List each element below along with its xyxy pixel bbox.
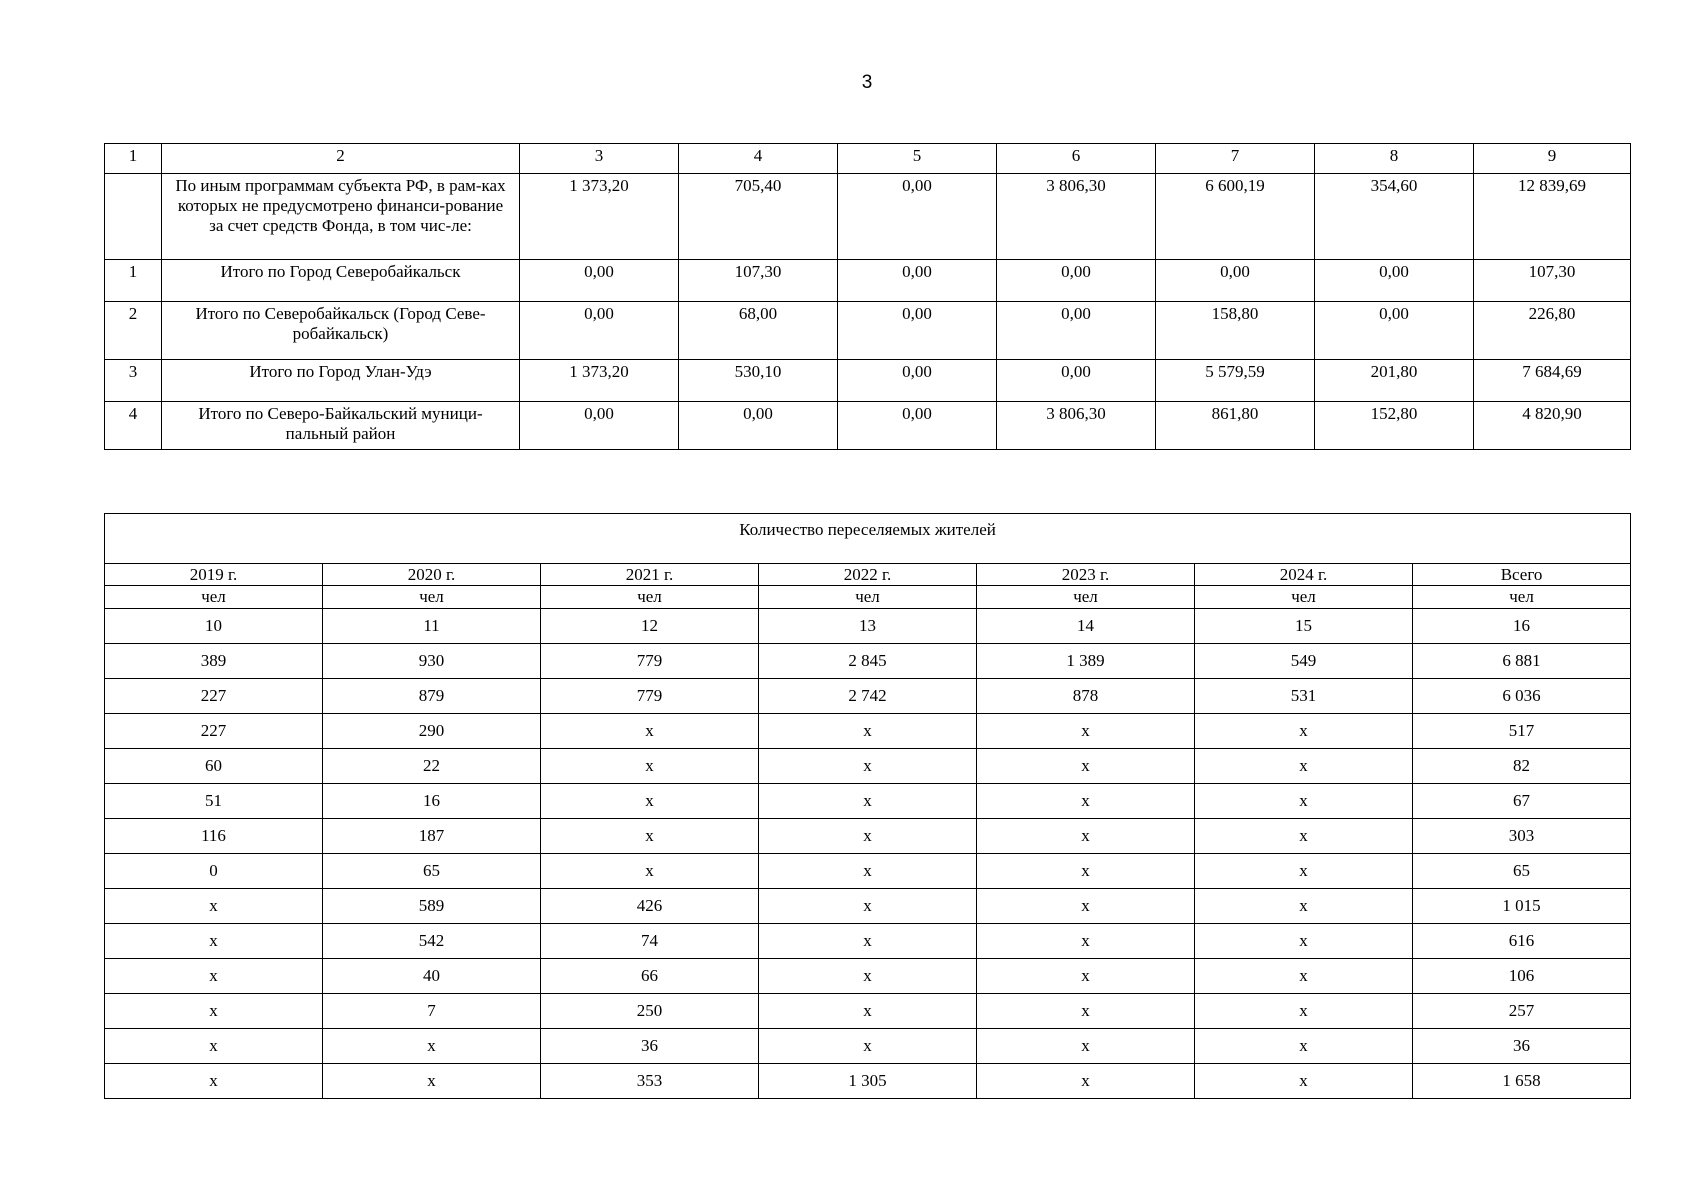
row-number: 3 xyxy=(105,360,162,402)
unit-label: чел xyxy=(977,586,1195,609)
cell-value: x xyxy=(105,924,323,959)
column-number: 4 xyxy=(679,144,838,174)
unit-label: чел xyxy=(1413,586,1631,609)
year-header: 2022 г. xyxy=(759,564,977,586)
cell-value: x xyxy=(1195,959,1413,994)
table-row xyxy=(105,924,1631,959)
row-number xyxy=(105,174,162,260)
total-cell: 6 036 xyxy=(1413,679,1631,714)
column-number: 9 xyxy=(1474,144,1631,174)
cell-value: x xyxy=(1195,1064,1413,1099)
cell-value: 116 xyxy=(105,819,323,854)
table-row xyxy=(105,302,1631,360)
cell-value: 74 xyxy=(541,924,759,959)
year-header: 2021 г. xyxy=(541,564,759,586)
cell-value: x xyxy=(105,1029,323,1064)
cell-value: x xyxy=(541,784,759,819)
total-header: Всего xyxy=(1413,564,1631,586)
total-cell: 36 xyxy=(1413,1029,1631,1064)
cell-value: x xyxy=(759,819,977,854)
cell-value: 779 xyxy=(541,644,759,679)
cell-value: x xyxy=(323,1064,541,1099)
table-header-row xyxy=(105,144,1631,174)
cell-value: 226,80 xyxy=(1474,302,1631,360)
total-cell: 517 xyxy=(1413,714,1631,749)
cell-value: 0,00 xyxy=(520,402,679,450)
table-title-row xyxy=(105,514,1631,564)
cell-value: x xyxy=(759,994,977,1029)
cell-value: 0,00 xyxy=(997,260,1156,302)
funding-table xyxy=(104,143,1631,450)
cell-value: x xyxy=(1195,749,1413,784)
total-cell: 106 xyxy=(1413,959,1631,994)
row-number: 2 xyxy=(105,302,162,360)
cell-value: x xyxy=(1195,854,1413,889)
cell-value: 107,30 xyxy=(679,260,838,302)
cell-value: 0,00 xyxy=(1156,260,1315,302)
table-row xyxy=(105,174,1631,260)
row-name: Итого по Северо-Байкальский муници-пальный район xyxy=(162,402,520,450)
cell-value: 0,00 xyxy=(838,302,997,360)
cell-value: 549 xyxy=(1195,644,1413,679)
cell-value: x xyxy=(105,994,323,1029)
year-header: 2019 г. xyxy=(105,564,323,586)
years-row xyxy=(105,564,1631,586)
cell-value: 10 xyxy=(105,609,323,644)
total-cell: 67 xyxy=(1413,784,1631,819)
cell-value: 60 xyxy=(105,749,323,784)
cell-value: 1 389 xyxy=(977,644,1195,679)
total-cell: 82 xyxy=(1413,749,1631,784)
cell-value: x xyxy=(977,714,1195,749)
total-cell: 6 881 xyxy=(1413,644,1631,679)
cell-value: 0,00 xyxy=(838,360,997,402)
table-row xyxy=(105,644,1631,679)
cell-value: x xyxy=(1195,714,1413,749)
table-row xyxy=(105,749,1631,784)
cell-value: 0,00 xyxy=(838,260,997,302)
cell-value: 1 373,20 xyxy=(520,360,679,402)
row-number: 1 xyxy=(105,260,162,302)
cell-value: 11 xyxy=(323,609,541,644)
cell-value: 389 xyxy=(105,644,323,679)
cell-value: 36 xyxy=(541,1029,759,1064)
cell-value: 16 xyxy=(323,784,541,819)
unit-label: чел xyxy=(1195,586,1413,609)
cell-value: 0,00 xyxy=(1315,302,1474,360)
cell-value: x xyxy=(759,959,977,994)
unit-label: чел xyxy=(105,586,323,609)
total-cell: 65 xyxy=(1413,854,1631,889)
cell-value: x xyxy=(105,959,323,994)
row-number: 4 xyxy=(105,402,162,450)
unit-label: чел xyxy=(323,586,541,609)
cell-value: 1 305 xyxy=(759,1064,977,1099)
table-row xyxy=(105,1064,1631,1099)
cell-value: 40 xyxy=(323,959,541,994)
cell-value: 15 xyxy=(1195,609,1413,644)
cell-value: 861,80 xyxy=(1156,402,1315,450)
cell-value: 930 xyxy=(323,644,541,679)
cell-value: 66 xyxy=(541,959,759,994)
cell-value: x xyxy=(1195,1029,1413,1064)
cell-value: x xyxy=(977,994,1195,1029)
cell-value: 0,00 xyxy=(520,302,679,360)
total-cell: 257 xyxy=(1413,994,1631,1029)
table-row xyxy=(105,819,1631,854)
cell-value: 5 579,59 xyxy=(1156,360,1315,402)
cell-value: 542 xyxy=(323,924,541,959)
table-row xyxy=(105,714,1631,749)
row-name: Итого по Северобайкальск (Город Севе-робайкальск) xyxy=(162,302,520,360)
cell-value: 152,80 xyxy=(1315,402,1474,450)
cell-value: 201,80 xyxy=(1315,360,1474,402)
cell-value: 1 373,20 xyxy=(520,174,679,260)
cell-value: x xyxy=(541,854,759,889)
total-cell: 1 015 xyxy=(1413,889,1631,924)
cell-value: 0,00 xyxy=(679,402,838,450)
row-name: Итого по Город Северобайкальск xyxy=(162,260,520,302)
column-number: 5 xyxy=(838,144,997,174)
cell-value: 158,80 xyxy=(1156,302,1315,360)
table-row xyxy=(105,854,1631,889)
cell-value: x xyxy=(977,749,1195,784)
cell-value: 426 xyxy=(541,889,759,924)
cell-value: x xyxy=(977,1064,1195,1099)
unit-label: чел xyxy=(541,586,759,609)
cell-value: 107,30 xyxy=(1474,260,1631,302)
cell-value: 3 806,30 xyxy=(997,174,1156,260)
cell-value: 2 742 xyxy=(759,679,977,714)
residents-table xyxy=(104,513,1631,1099)
cell-value: x xyxy=(1195,784,1413,819)
column-number: 7 xyxy=(1156,144,1315,174)
year-header: 2023 г. xyxy=(977,564,1195,586)
cell-value: 2 845 xyxy=(759,644,977,679)
cell-value: 290 xyxy=(323,714,541,749)
cell-value: x xyxy=(977,924,1195,959)
cell-value: x xyxy=(759,749,977,784)
units-row xyxy=(105,586,1631,609)
cell-value: 354,60 xyxy=(1315,174,1474,260)
cell-value: 589 xyxy=(323,889,541,924)
cell-value: 779 xyxy=(541,679,759,714)
cell-value: x xyxy=(759,714,977,749)
cell-value: x xyxy=(759,889,977,924)
cell-value: 65 xyxy=(323,854,541,889)
cell-value: 22 xyxy=(323,749,541,784)
total-cell: 1 658 xyxy=(1413,1064,1631,1099)
cell-value: x xyxy=(541,714,759,749)
year-header: 2020 г. xyxy=(323,564,541,586)
table-row xyxy=(105,402,1631,450)
column-number: 8 xyxy=(1315,144,1474,174)
cell-value: 0 xyxy=(105,854,323,889)
table-row xyxy=(105,784,1631,819)
cell-value: 530,10 xyxy=(679,360,838,402)
cell-value: 4 820,90 xyxy=(1474,402,1631,450)
cell-value: x xyxy=(759,924,977,959)
cell-value: x xyxy=(541,749,759,784)
cell-value: 12 xyxy=(541,609,759,644)
column-number: 1 xyxy=(105,144,162,174)
column-number: 3 xyxy=(520,144,679,174)
table-row xyxy=(105,260,1631,302)
cell-value: 705,40 xyxy=(679,174,838,260)
cell-value: x xyxy=(105,889,323,924)
cell-value: 51 xyxy=(105,784,323,819)
row-name: Итого по Город Улан-Удэ xyxy=(162,360,520,402)
cell-value: x xyxy=(1195,819,1413,854)
total-cell: 303 xyxy=(1413,819,1631,854)
cell-value: 7 684,69 xyxy=(1474,360,1631,402)
cell-value: x xyxy=(323,1029,541,1064)
cell-value: 14 xyxy=(977,609,1195,644)
cell-value: x xyxy=(977,784,1195,819)
cell-value: x xyxy=(977,819,1195,854)
cell-value: x xyxy=(105,1064,323,1099)
cell-value: 7 xyxy=(323,994,541,1029)
table-row xyxy=(105,889,1631,924)
unit-label: чел xyxy=(759,586,977,609)
column-number: 2 xyxy=(162,144,520,174)
cell-value: x xyxy=(759,784,977,819)
table-row xyxy=(105,360,1631,402)
table-row xyxy=(105,679,1631,714)
page-number: 3 xyxy=(861,72,873,93)
cell-value: x xyxy=(977,854,1195,889)
cell-value: 0,00 xyxy=(838,174,997,260)
cell-value: 878 xyxy=(977,679,1195,714)
cell-value: 0,00 xyxy=(1315,260,1474,302)
cell-value: 6 600,19 xyxy=(1156,174,1315,260)
table-row xyxy=(105,994,1631,1029)
total-cell: 16 xyxy=(1413,609,1631,644)
cell-value: 353 xyxy=(541,1064,759,1099)
column-number: 6 xyxy=(997,144,1156,174)
cell-value: 13 xyxy=(759,609,977,644)
cell-value: 187 xyxy=(323,819,541,854)
cell-value: x xyxy=(977,959,1195,994)
year-header: 2024 г. xyxy=(1195,564,1413,586)
total-cell: 616 xyxy=(1413,924,1631,959)
cell-value: x xyxy=(541,819,759,854)
cell-value: 0,00 xyxy=(997,302,1156,360)
cell-value: x xyxy=(759,854,977,889)
cell-value: x xyxy=(1195,994,1413,1029)
cell-value: 879 xyxy=(323,679,541,714)
cell-value: 531 xyxy=(1195,679,1413,714)
cell-value: 227 xyxy=(105,714,323,749)
table-title: Количество переселяемых жителей xyxy=(105,514,1631,564)
cell-value: 250 xyxy=(541,994,759,1029)
cell-value: x xyxy=(759,1029,977,1064)
row-name: По иным программам субъекта РФ, в рам-ках которых не предусмотрено финанси-рование за счет средств Фонда, в том чис-ле: xyxy=(162,174,520,260)
table-row xyxy=(105,609,1631,644)
table-row xyxy=(105,959,1631,994)
cell-value: 0,00 xyxy=(997,360,1156,402)
cell-value: x xyxy=(1195,889,1413,924)
cell-value: x xyxy=(977,889,1195,924)
cell-value: 3 806,30 xyxy=(997,402,1156,450)
table-row xyxy=(105,1029,1631,1064)
cell-value: 0,00 xyxy=(838,402,997,450)
cell-value: 0,00 xyxy=(520,260,679,302)
cell-value: 227 xyxy=(105,679,323,714)
cell-value: x xyxy=(1195,924,1413,959)
cell-value: x xyxy=(977,1029,1195,1064)
cell-value: 12 839,69 xyxy=(1474,174,1631,260)
cell-value: 68,00 xyxy=(679,302,838,360)
